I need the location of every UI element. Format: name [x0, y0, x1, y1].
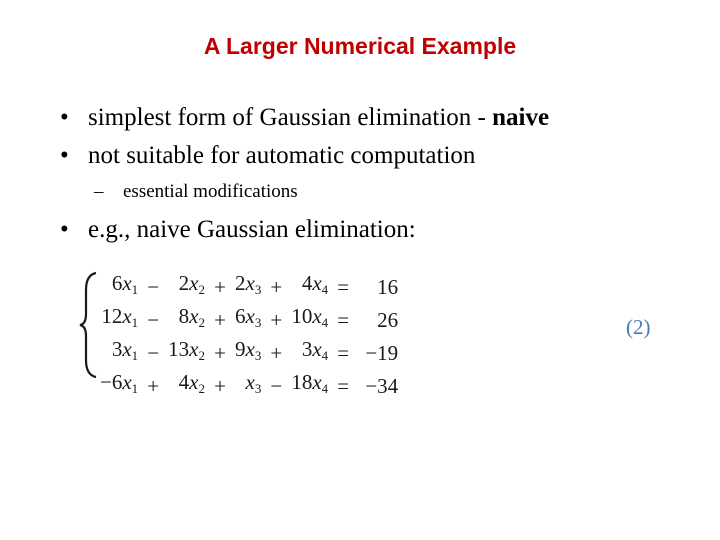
operator: +: [270, 340, 283, 365]
coefficient: 4: [301, 271, 313, 295]
variable-subscript: 4: [321, 381, 329, 396]
variable-subscript: 2: [198, 282, 205, 297]
left-brace: [78, 270, 100, 380]
variable: x: [312, 337, 322, 361]
variable: x: [122, 337, 132, 361]
term-x1: [98, 369, 140, 402]
variable-subscript: 3: [254, 315, 262, 330]
term-x2: [166, 369, 207, 402]
variable: x: [189, 337, 199, 361]
coefficient: 8: [178, 304, 190, 328]
coefficient: 2: [178, 271, 190, 295]
operator: =: [337, 373, 350, 398]
right-hand-side: 26: [377, 307, 399, 332]
equation-table: [98, 270, 400, 402]
variable-subscript: 2: [198, 381, 205, 396]
coefficient: 12: [101, 304, 123, 328]
right-hand-side: −34: [365, 373, 399, 398]
variable: x: [312, 304, 322, 328]
term-x4: [289, 270, 330, 303]
operator: =: [337, 307, 350, 332]
coefficient: 6: [111, 271, 123, 295]
slide-title: A Larger Numerical Example: [203, 33, 517, 59]
operator: −: [270, 373, 283, 398]
equation-row: [98, 369, 400, 402]
variable: x: [189, 370, 199, 394]
term-x2: [166, 303, 207, 336]
term-x2: [166, 270, 207, 303]
term-x3: [233, 369, 263, 402]
variable: x: [312, 271, 322, 295]
operator: =: [337, 340, 350, 365]
operator: +: [214, 307, 226, 332]
operator: +: [270, 274, 283, 299]
term-x4: [289, 303, 330, 336]
variable-subscript: 4: [321, 282, 329, 297]
operator: +: [214, 373, 226, 398]
bullet-3-text: e.g., naive Gaussian elimination:: [88, 216, 416, 243]
coefficient: 9: [235, 337, 246, 361]
variable-subscript: 1: [131, 348, 139, 363]
right-hand-side: 16: [377, 274, 399, 299]
variable-subscript: 1: [131, 381, 139, 396]
bullet-1-text: simplest form of Gaussian elimination -: [88, 104, 493, 131]
operator: +: [214, 340, 226, 365]
coefficient: 10: [291, 304, 313, 328]
variable-subscript: 3: [254, 282, 262, 297]
operator: +: [214, 274, 226, 299]
dash-symbol: –: [94, 181, 104, 202]
bullet-2: [60, 142, 475, 170]
coefficient: 4: [178, 370, 190, 394]
coefficient: 2: [235, 271, 246, 295]
variable-subscript: 3: [254, 381, 262, 396]
variable-subscript: 2: [198, 315, 205, 330]
variable-subscript: 2: [198, 348, 205, 363]
variable: x: [245, 304, 255, 328]
bullet-1: [60, 104, 549, 132]
coefficient: 13: [168, 337, 190, 361]
variable-subscript: 3: [254, 348, 262, 363]
variable: x: [245, 370, 255, 394]
variable: x: [122, 271, 132, 295]
operator: −: [147, 340, 160, 365]
variable: x: [189, 304, 199, 328]
variable-subscript: 1: [131, 282, 139, 297]
equation-row: [98, 270, 400, 303]
term-x4: [289, 369, 330, 402]
operator: −: [147, 307, 160, 332]
term-x3: [233, 303, 263, 336]
operator: −: [147, 274, 160, 299]
term-x1: [98, 336, 140, 369]
coefficient: 18: [291, 370, 313, 394]
variable: x: [245, 271, 255, 295]
bullet-3: [60, 216, 416, 244]
term-x3: [233, 336, 263, 369]
equation-system: [78, 270, 438, 398]
equation-row: [98, 336, 400, 369]
variable: x: [312, 370, 322, 394]
coefficient: 6: [235, 304, 246, 328]
term-x2: [166, 336, 207, 369]
variable: x: [122, 304, 132, 328]
operator: +: [147, 373, 160, 398]
equation-number: (2): [626, 315, 651, 339]
variable: x: [122, 370, 132, 394]
term-x4: [289, 336, 330, 369]
variable: x: [245, 337, 255, 361]
term-x3: [233, 270, 263, 303]
term-x1: [98, 270, 140, 303]
bullet-symbol: •: [60, 142, 69, 169]
coefficient: −6: [100, 370, 123, 394]
right-hand-side: −19: [365, 340, 399, 365]
term-x1: [98, 303, 140, 336]
bullet-1-bold: naive: [492, 104, 550, 131]
variable-subscript: 4: [321, 348, 329, 363]
bullet-symbol: •: [60, 104, 69, 131]
bullet-symbol: •: [60, 216, 69, 243]
bullet-2-text: not suitable for automatic computation: [88, 142, 476, 169]
sub-bullet-1: [94, 181, 298, 203]
operator: =: [337, 274, 350, 299]
coefficient: 3: [301, 337, 313, 361]
variable-subscript: 1: [131, 315, 139, 330]
coefficient: 3: [111, 337, 123, 361]
variable: x: [189, 271, 199, 295]
variable-subscript: 4: [321, 315, 329, 330]
operator: +: [270, 307, 283, 332]
equation-row: [98, 303, 400, 336]
sub-bullet-1-text: essential modifications: [123, 181, 298, 202]
